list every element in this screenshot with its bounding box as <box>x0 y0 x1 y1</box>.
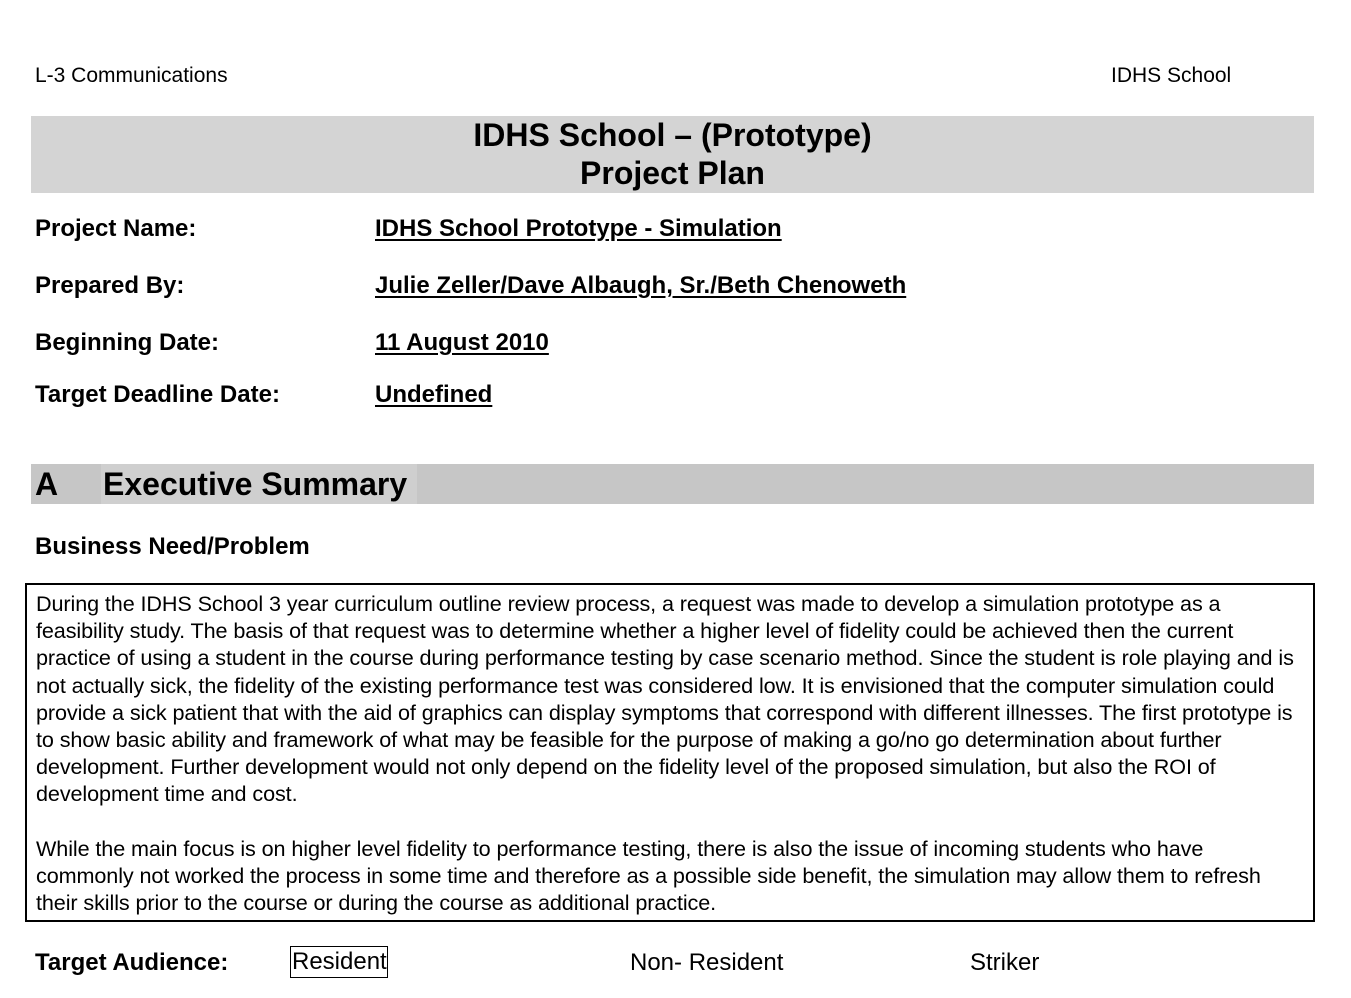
project-name-label: Project Name: <box>35 215 197 242</box>
business-need-paragraph-2: While the main focus is on higher level fidelity to performance testing, there is also the issue of incoming students who have commonly not worked the process in some time and therefore as a possible side benefit, the simulation may allow them to refresh their skills prior to the course or during the course as additional practice. <box>36 835 1261 916</box>
document-title: IDHS School – (Prototype) <box>473 117 872 153</box>
prepared-by-value: Julie Zeller/Dave Albaugh, Sr./Beth Chenoweth <box>375 272 907 299</box>
target-deadline-label: Target Deadline Date: <box>35 381 280 408</box>
document-subtitle: Project Plan <box>580 155 765 191</box>
audience-option-striker[interactable]: Striker <box>970 949 1040 976</box>
audience-option-resident[interactable]: Resident <box>290 946 388 978</box>
target-deadline-value: Undefined <box>375 381 493 408</box>
prepared-by-label: Prepared By: <box>35 272 185 299</box>
business-need-paragraph-1: During the IDHS School 3 year curriculum outline review process, a request was made to develop a simulation prototype as a feasibility study. The basis of that request was to determine whether a higher level of fidelity could be achieved then the current practice of using a student in the course during performance testing by case scenario method. Since the student is role playing and is not actually sick, the fidelity of the existing performance test was considered low. It is envisioned that the computer simulation could provide a sick patient that with the aid of graphics can display symptoms that correspond with different illnesses. The first prototype is to show basic ability and framework of what may be feasible for the purpose of making a go/no go determination about further development. Further development would not only depend on the fidelity level of the proposed simulation, but also the ROI of development time and cost. <box>36 591 1294 807</box>
business-need-box <box>25 583 1315 922</box>
beginning-date-value: 11 August 2010 <box>375 329 549 356</box>
target-audience-label: Target Audience: <box>35 949 229 976</box>
section-letter: A <box>35 466 59 502</box>
business-need-heading: Business Need/Problem <box>35 533 310 560</box>
header-company: L-3 Communications <box>35 64 228 87</box>
section-heading <box>31 464 1314 504</box>
beginning-date-label: Beginning Date: <box>35 329 219 356</box>
header-school: IDHS School <box>1111 64 1232 87</box>
section-title: Executive Summary <box>103 466 408 502</box>
audience-option-non-resident[interactable]: Non- Resident <box>630 949 784 976</box>
project-name-value: IDHS School Prototype - Simulation <box>375 215 782 242</box>
title-band <box>31 116 1314 193</box>
